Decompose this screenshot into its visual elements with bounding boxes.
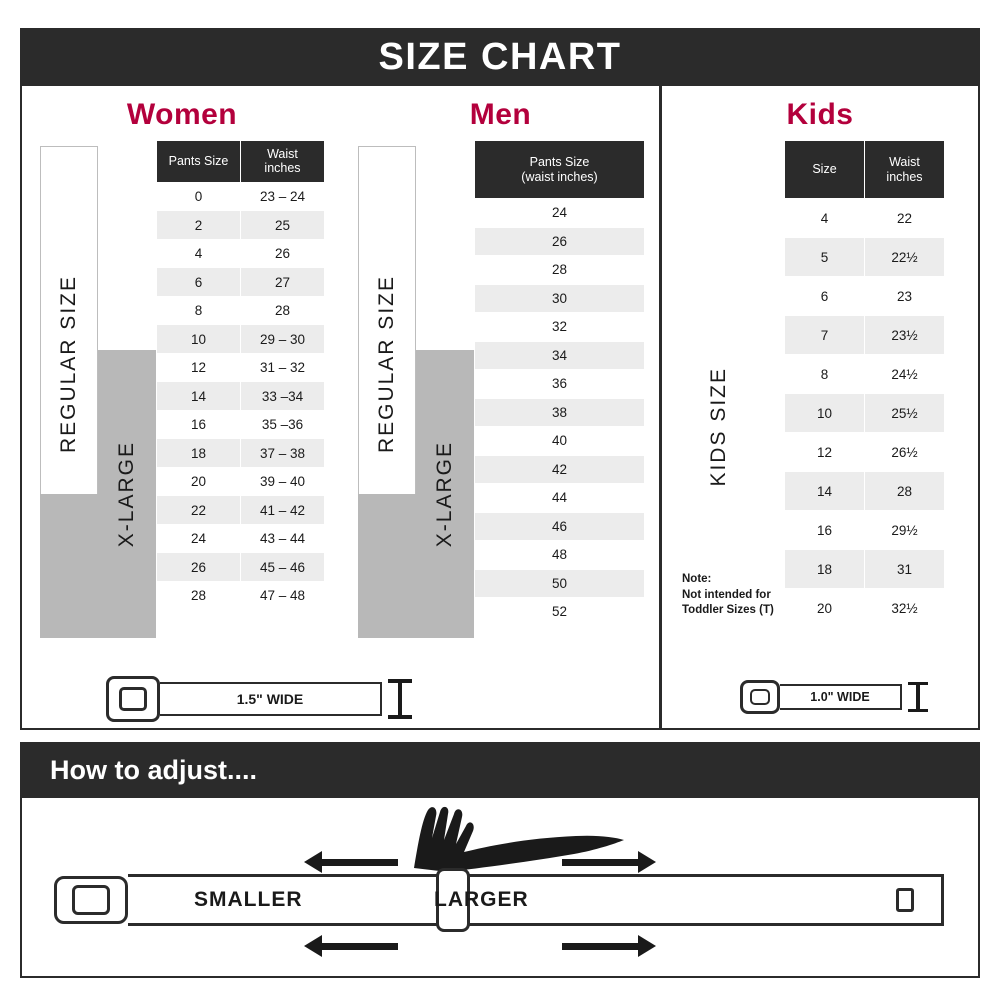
table-cell: 26½ bbox=[865, 433, 945, 472]
table-cell: 28 bbox=[475, 256, 645, 285]
table-cell: 22½ bbox=[865, 238, 945, 277]
table-cell: 29 – 30 bbox=[241, 325, 325, 354]
table-cell: 20 bbox=[157, 467, 241, 496]
table-row bbox=[475, 199, 645, 228]
table-cell: 14 bbox=[785, 472, 865, 511]
table-row bbox=[157, 211, 325, 240]
table-cell: 40 bbox=[475, 427, 645, 456]
kids-table-body bbox=[785, 199, 945, 628]
women-table-header-row bbox=[157, 141, 325, 183]
men-column bbox=[342, 86, 662, 728]
table-cell: 14 bbox=[157, 382, 241, 411]
table-row bbox=[157, 268, 325, 297]
table-cell: 22 bbox=[865, 199, 945, 238]
table-cell: 24 bbox=[157, 524, 241, 553]
men-regular-size-band: REGULAR SIZE bbox=[358, 146, 416, 582]
kids-size-table bbox=[784, 140, 945, 628]
table-cell: 24½ bbox=[865, 355, 945, 394]
table-row bbox=[157, 296, 325, 325]
arrow-right-bottom bbox=[562, 940, 656, 952]
table-cell: 46 bbox=[475, 512, 645, 541]
table-row bbox=[785, 394, 945, 433]
women-belt-strap: 1.5" WIDE bbox=[160, 682, 382, 716]
belt-buckle-icon bbox=[106, 676, 160, 722]
table-cell: 4 bbox=[157, 239, 241, 268]
table-cell: 20 bbox=[785, 589, 865, 628]
kids-header-size: Size bbox=[785, 141, 865, 199]
table-cell: 43 – 44 bbox=[241, 524, 325, 553]
men-size-table bbox=[474, 140, 645, 627]
table-cell: 10 bbox=[785, 394, 865, 433]
table-cell: 42 bbox=[475, 455, 645, 484]
table-row bbox=[785, 316, 945, 355]
women-column bbox=[22, 86, 342, 728]
table-cell: 26 bbox=[241, 239, 325, 268]
table-cell: 31 – 32 bbox=[241, 353, 325, 382]
men-xlarge-band: X-LARGE bbox=[416, 350, 474, 638]
kids-heading: Kids bbox=[786, 98, 854, 131]
table-cell: 28 bbox=[865, 472, 945, 511]
size-tables-panel bbox=[20, 86, 980, 730]
table-cell: 44 bbox=[475, 484, 645, 513]
belt-tip-hole-icon bbox=[896, 888, 914, 912]
table-cell: 25½ bbox=[865, 394, 945, 433]
page-title-bar bbox=[20, 28, 980, 86]
table-cell: 39 – 40 bbox=[241, 467, 325, 496]
table-cell: 41 – 42 bbox=[241, 496, 325, 525]
table-row bbox=[785, 433, 945, 472]
women-size-table bbox=[156, 140, 325, 610]
table-cell: 47 – 48 bbox=[241, 581, 325, 610]
women-heading: Women bbox=[126, 98, 238, 131]
kids-column bbox=[662, 86, 978, 728]
table-cell: 36 bbox=[475, 370, 645, 399]
table-cell: 8 bbox=[785, 355, 865, 394]
table-cell: 50 bbox=[475, 569, 645, 598]
men-heading: Men bbox=[469, 98, 532, 131]
table-row bbox=[157, 382, 325, 411]
table-row bbox=[157, 496, 325, 525]
kids-belt-strap: 1.0" WIDE bbox=[780, 684, 902, 710]
table-cell: 5 bbox=[785, 238, 865, 277]
table-cell: 18 bbox=[785, 550, 865, 589]
table-cell: 35 –36 bbox=[241, 410, 325, 439]
table-cell: 0 bbox=[157, 182, 241, 211]
table-cell: 30 bbox=[475, 284, 645, 313]
table-cell: 28 bbox=[157, 581, 241, 610]
table-row bbox=[785, 355, 945, 394]
table-cell: 26 bbox=[157, 553, 241, 582]
men-table-wrap bbox=[474, 140, 645, 627]
table-cell: 10 bbox=[157, 325, 241, 354]
table-row bbox=[475, 598, 645, 627]
women-header-pants-size: Pants Size bbox=[157, 141, 241, 183]
table-cell: 23½ bbox=[865, 316, 945, 355]
table-cell: 48 bbox=[475, 541, 645, 570]
table-cell: 16 bbox=[157, 410, 241, 439]
table-row bbox=[785, 511, 945, 550]
table-cell: 32 bbox=[475, 313, 645, 342]
table-cell: 16 bbox=[785, 511, 865, 550]
table-row bbox=[475, 284, 645, 313]
kids-table-wrap bbox=[784, 140, 945, 628]
kids-table-header-row bbox=[785, 141, 945, 199]
men-header-pants-size: Pants Size (waist inches) bbox=[475, 141, 645, 199]
belt-buckle-icon-large bbox=[54, 876, 128, 924]
table-row bbox=[475, 256, 645, 285]
table-cell: 28 bbox=[241, 296, 325, 325]
table-cell: 23 bbox=[865, 277, 945, 316]
table-row bbox=[475, 512, 645, 541]
table-row bbox=[157, 553, 325, 582]
table-cell: 37 – 38 bbox=[241, 439, 325, 468]
table-cell: 6 bbox=[157, 268, 241, 297]
table-row bbox=[157, 524, 325, 553]
table-cell: 34 bbox=[475, 341, 645, 370]
table-cell: 24 bbox=[475, 199, 645, 228]
men-xlarge-band-lower bbox=[358, 494, 416, 638]
table-row bbox=[475, 427, 645, 456]
table-row bbox=[157, 467, 325, 496]
women-table-wrap bbox=[156, 140, 325, 610]
women-xlarge-band-lower bbox=[40, 494, 98, 638]
hand-icon bbox=[408, 804, 628, 874]
table-cell: 33 –34 bbox=[241, 382, 325, 411]
kids-note: Note: Not intended for Toddler Sizes (T) bbox=[682, 573, 774, 617]
table-row bbox=[157, 439, 325, 468]
table-cell: 8 bbox=[157, 296, 241, 325]
table-row bbox=[475, 455, 645, 484]
table-row bbox=[475, 541, 645, 570]
kids-size-band: KIDS SIZE bbox=[688, 282, 750, 572]
table-cell: 31 bbox=[865, 550, 945, 589]
table-row bbox=[157, 353, 325, 382]
men-table-header-row bbox=[475, 141, 645, 199]
women-xlarge-band: X-LARGE bbox=[98, 350, 156, 638]
table-row bbox=[785, 277, 945, 316]
table-cell: 27 bbox=[241, 268, 325, 297]
arrow-left-bottom bbox=[304, 940, 398, 952]
men-table-body bbox=[475, 199, 645, 627]
table-cell: 26 bbox=[475, 227, 645, 256]
table-row bbox=[475, 484, 645, 513]
table-cell: 7 bbox=[785, 316, 865, 355]
table-cell: 12 bbox=[785, 433, 865, 472]
kids-belt-diagram bbox=[740, 680, 928, 714]
table-row bbox=[475, 341, 645, 370]
table-cell: 12 bbox=[157, 353, 241, 382]
belt-buckle-icon-kids bbox=[740, 680, 780, 714]
how-to-adjust-panel bbox=[20, 798, 980, 978]
table-row bbox=[785, 589, 945, 628]
page-title: SIZE CHART bbox=[378, 35, 622, 78]
table-cell: 29½ bbox=[865, 511, 945, 550]
table-cell: 23 – 24 bbox=[241, 182, 325, 211]
table-row bbox=[785, 472, 945, 511]
table-row bbox=[785, 550, 945, 589]
women-header-waist: Waist inches bbox=[241, 141, 325, 183]
table-row bbox=[157, 325, 325, 354]
table-cell: 52 bbox=[475, 598, 645, 627]
table-cell: 2 bbox=[157, 211, 241, 240]
table-row bbox=[475, 227, 645, 256]
arrow-left-top bbox=[304, 856, 398, 868]
table-row bbox=[157, 581, 325, 610]
smaller-label: SMALLER bbox=[194, 888, 303, 911]
adjustable-belt-diagram bbox=[44, 874, 944, 926]
table-cell: 45 – 46 bbox=[241, 553, 325, 582]
table-row bbox=[475, 313, 645, 342]
table-cell: 32½ bbox=[865, 589, 945, 628]
table-cell: 18 bbox=[157, 439, 241, 468]
table-row bbox=[785, 199, 945, 238]
how-to-adjust-heading: How to adjust.... bbox=[50, 754, 257, 785]
kids-header-waist: Waist inches bbox=[865, 141, 945, 199]
table-row bbox=[475, 569, 645, 598]
table-row bbox=[785, 238, 945, 277]
table-cell: 38 bbox=[475, 398, 645, 427]
table-cell: 6 bbox=[785, 277, 865, 316]
how-to-adjust-bar bbox=[20, 742, 980, 798]
women-table-body bbox=[157, 182, 325, 610]
table-cell: 4 bbox=[785, 199, 865, 238]
women-regular-size-band: REGULAR SIZE bbox=[40, 146, 98, 582]
table-row bbox=[157, 182, 325, 211]
width-measure-icon-kids bbox=[908, 682, 928, 712]
table-row bbox=[157, 239, 325, 268]
table-cell: 22 bbox=[157, 496, 241, 525]
table-row bbox=[475, 370, 645, 399]
table-cell: 25 bbox=[241, 211, 325, 240]
larger-label: LARGER bbox=[434, 888, 529, 911]
table-row bbox=[157, 410, 325, 439]
table-row bbox=[475, 398, 645, 427]
